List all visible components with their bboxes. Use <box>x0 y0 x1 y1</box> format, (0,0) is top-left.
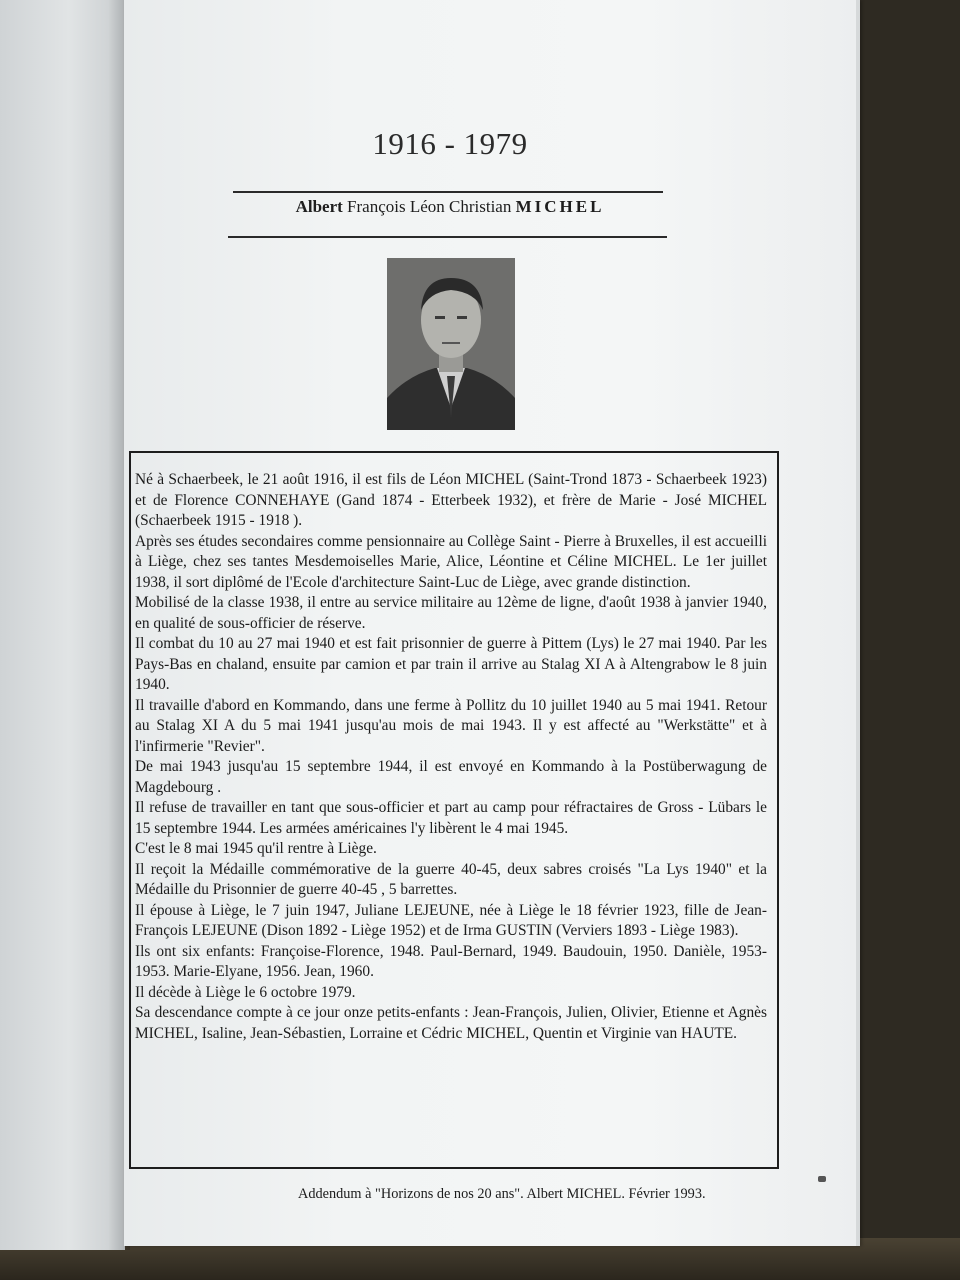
portrait-photo <box>387 258 515 430</box>
facing-page <box>0 0 125 1250</box>
paper-mark <box>818 1176 826 1182</box>
bio-paragraph: Il reçoit la Médaille commémorative de la guerre 40-45, deux sabres croisés "La Lys 1940" et la Médaille du Prisonnier de guerre 40-45 , 5 barrettes. <box>135 860 767 898</box>
footer-note: Addendum à "Horizons de nos 20 ans". Albert MICHEL. Février 1993. <box>298 1186 706 1202</box>
page-edge <box>856 0 860 1246</box>
bio-paragraph: De mai 1943 jusqu'au 15 septembre 1944, il est envoyé en Kommando à la Postüberwagung de Magdebourg . <box>135 758 767 796</box>
page-title: 1916 - 1979 <box>372 126 528 161</box>
surname: MICHEL <box>515 197 605 216</box>
title-rule-top <box>233 191 663 193</box>
bio-paragraph: Ils ont six enfants: Françoise-Florence, 1948. Paul-Bernard, 1949. Baudouin, 1950. Danièle, 1953-1953. Marie-Elyane, 1956. Jean, 1960. <box>135 942 767 980</box>
bio-paragraph: Il travaille d'abord en Kommando, dans une ferme à Pollitz du 10 juillet 1940 au 5 mai 1941. Retour au Stalag XI A du 5 mai 1941 jusqu'au mois de mai 1943. Il y est affecté au "Werkstätte" et à l'infirmerie "Revier". <box>135 696 767 755</box>
bio-paragraph: Sa descendance compte à ce jour onze petits-enfants : Jean-François, Julien, Olivier, Etienne et Agnès MICHEL, Isaline, Jean-Sébastien, Lorraine et Cédric MICHEL, Quentin et Virginie van HAUTE. <box>135 1004 767 1042</box>
bio-paragraph: Né à Schaerbeek, le 21 août 1916, il est fils de Léon MICHEL (Saint-Trond 1873 - Schaerbeek 1923) et de Florence CONNEHAYE (Gand 1874 - Etterbeek 1932), et frère de Marie - José MICHEL (Schaerbeek 1915 - 1918 ). <box>135 471 767 529</box>
bio-paragraph: Il décède à Liège le 6 octobre 1979. <box>135 983 356 1001</box>
bio-paragraph: Il combat du 10 au 27 mai 1940 et est fait prisonnier de guerre à Pittem (Lys) le 27 mai 1940. Par les Pays-Bas en chaland, ensuite par camion et par train il arrive au Stalag XI A à Altengrabow le 8 juin 1940. <box>135 635 767 693</box>
bio-paragraph: Il refuse de travailler en tant que sous-officier et part au camp pour réfractaires de Gross - Lübars le 15 septembre 1944. Les armées américaines l'y libèrent le 4 mai 1945. <box>135 799 767 837</box>
bio-paragraph: Après ses études secondaires comme pensionnaire au Collège Saint - Pierre à Bruxelles, il est accueilli à Liège, chez ses tantes Mesdemoiselles Marie, Alice, Léontine et Céline MICHEL. Le 1er juillet 1938, il sort diplômé de l'Ecole d'architecture Saint-Luc de Liège, avec grande distinction. <box>135 532 767 591</box>
bio-paragraph: Il épouse à Liège, le 7 juin 1947, Juliane LEJEUNE, née à Liège le 18 février 1923, fille de Jean-François LEJEUNE (Dison 1892 - Liège 1952) et de Irma GUSTIN (Verviers 1893 - Liège 1983). <box>135 901 767 939</box>
biography-text <box>135 470 767 1044</box>
middle-names: François Léon Christian <box>347 197 512 216</box>
title-rule-bottom <box>228 236 667 238</box>
person-name <box>230 197 670 217</box>
bio-paragraph: C'est le 8 mai 1945 qu'il rentre à Liège. <box>135 840 377 857</box>
bio-paragraph: Mobilisé de la classe 1938, il entre au service militaire au 12ème de ligne, d'août 1938 à janvier 1940, en qualité de sous-officier de réserve. <box>135 594 767 632</box>
given-name: Albert <box>295 197 343 216</box>
